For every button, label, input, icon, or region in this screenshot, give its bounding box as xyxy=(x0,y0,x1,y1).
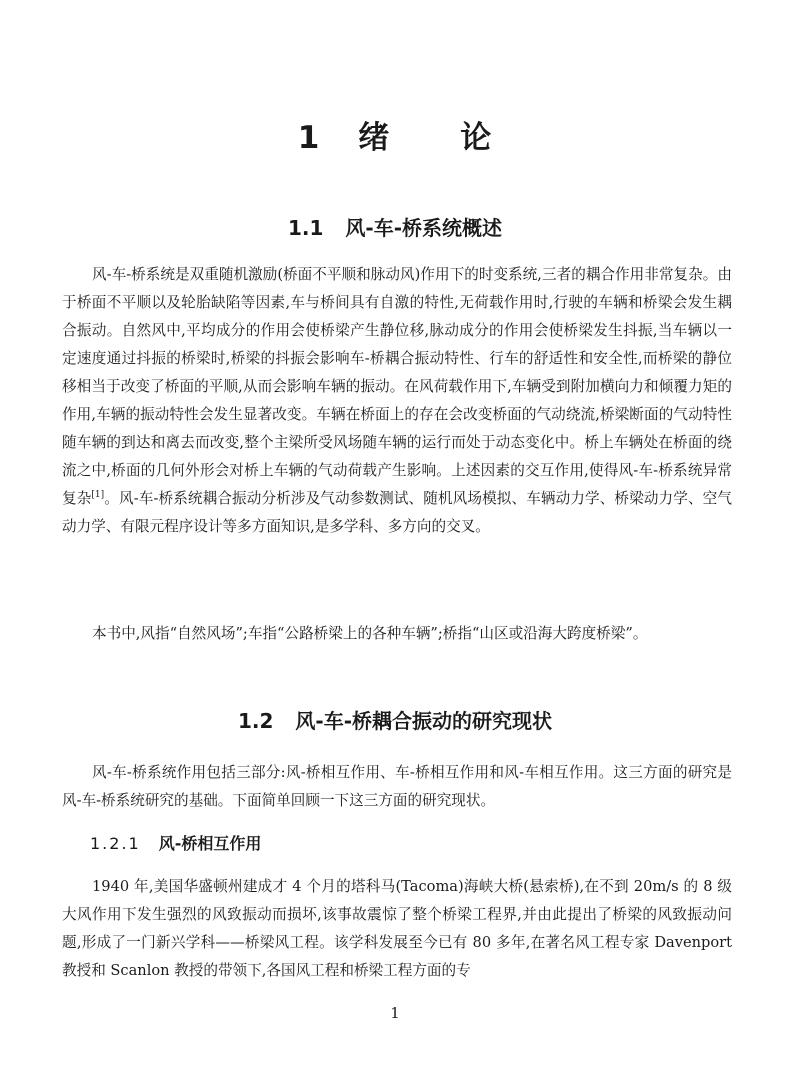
subsection-1-2-1-heading xyxy=(90,831,261,854)
paragraph-text: 风-车-桥系统作用包括三部分:风-桥相互作用、车-桥相互作用和风-车相互作用。这三方面的研究是风-车-桥系统研究的基础。下面简单回顾一下这三方面的研究现状。 xyxy=(62,764,732,809)
section-title: 风-车-桥耦合振动的研究现状 xyxy=(295,709,553,733)
paragraph-research-intro xyxy=(62,759,732,815)
section-1-1-heading xyxy=(0,212,790,241)
citation-reference: [1] xyxy=(91,490,105,500)
subsection-number: 1.2.1 xyxy=(90,834,141,853)
section-number: 1.1 xyxy=(287,216,324,240)
paragraph-text: 风-车-桥系统是双重随机激励(桥面不平顺和脉动风)作用下的时变系统,三者的耦合作用非常复杂。由于桥面不平顺以及轮胎缺陷等因素,车与桥间具有自激的特性,无荷载作用时,行驶的车辆和桥梁会发生耦合振动。自然风中,平均成分的作用会使桥梁产生静位移,脉动成分的作用会使桥梁发生抖振,当车辆以一定速度通过抖振的桥梁时,桥梁的抖振会影响车-桥耦合振动特性、行车的舒适性和安全性,而桥梁的静位移相当于改变了桥面的平顺,从而会影响车辆的振动。在风荷载作用下,车辆受到附加横向力和倾覆力矩的作用,车辆的振动特性会发生显著改变。车辆在桥面上的存在会改变桥面的气动绕流,桥梁断面的气动特性随车辆的到达和离去而改变,整个主梁所受风场随车辆的运行而处于动态变化中。桥上车辆处在桥面的绕流之中,桥面的几何外形会对桥上车辆的气动荷载产生影响。上述因素的交互作用,使得风-车-桥系统异常复杂 xyxy=(62,266,732,507)
section-number: 1.2 xyxy=(237,709,274,733)
paragraph-text: 本书中,风指“自然风场”;车指“公路桥梁上的各种车辆”;桥指“山区或沿海大跨度桥梁”。 xyxy=(92,625,648,642)
section-1-2-heading xyxy=(0,705,790,734)
paragraph-text: 1940 年,美国华盛顿州建成才 4 个月的塔科马(Tacoma)海峡大桥(悬索桥),在不到 20m/s 的 8 级大风作用下发生强烈的风致振动而损坏,该事故震惊了整个桥梁工程界,并由此提出了桥梁的风致振动问题,形成了一门新兴学科——桥梁风工程。该学科发展至今已有 80 多年,在著名风工程专家 Davenport 教授和 Scanlon 教授的带领下,各国风工程和桥梁工程方面的专 xyxy=(62,878,732,979)
section-title: 风-车-桥系统概述 xyxy=(345,216,503,240)
chapter-title-part2: 论 xyxy=(460,120,493,156)
subsection-title: 风-桥相互作用 xyxy=(158,834,262,853)
paragraph-overview xyxy=(62,261,732,541)
chapter-title xyxy=(0,112,790,157)
paragraph-text-continued: 。风-车-桥系统耦合振动分析涉及气动参数测试、随机风场模拟、车辆动力学、桥梁动力学、空气动力学、有限元程序设计等多方面知识,是多学科、多方向的交叉。 xyxy=(62,490,732,535)
chapter-number: 1 xyxy=(297,120,321,156)
paragraph-definitions xyxy=(62,620,732,648)
chapter-title-part1: 绪 xyxy=(358,120,391,156)
page-number: 1 xyxy=(390,1004,400,1022)
paragraph-wind-bridge xyxy=(62,873,732,985)
